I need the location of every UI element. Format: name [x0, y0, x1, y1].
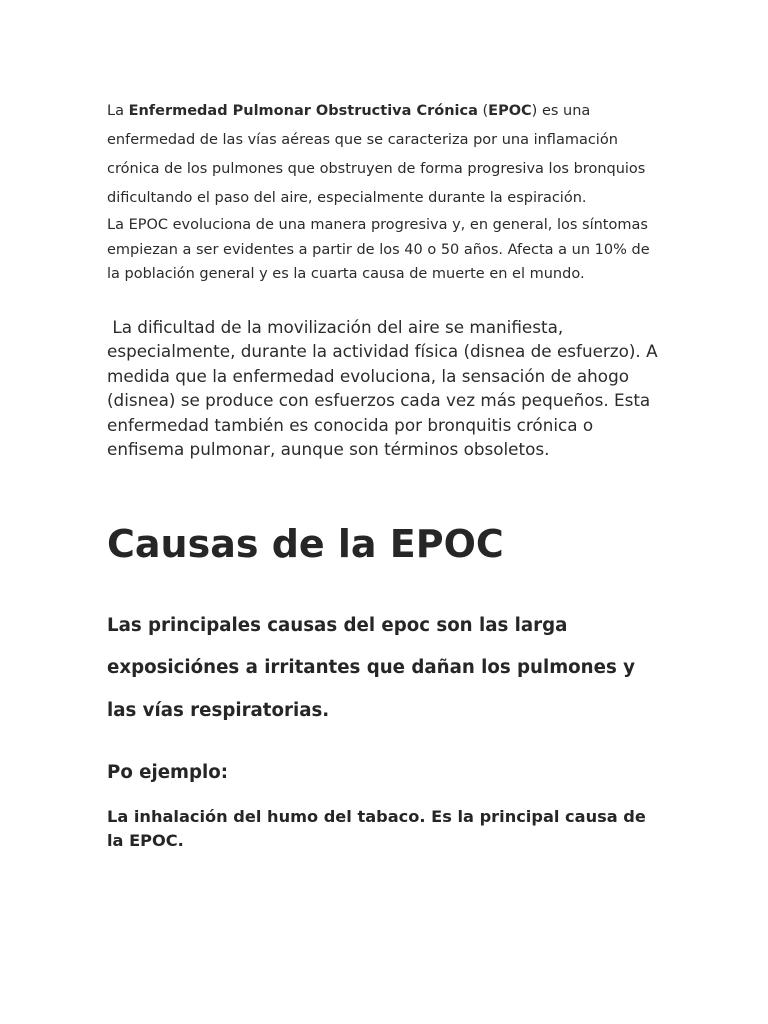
causes-heading: Causas de la EPOC	[107, 521, 504, 566]
difficulty-paragraph: La dificultad de la movilización del aire se manifiesta, especialmente, durante la actividad física (disnea de esfuerzo). A medida que la enfermedad evoluciona, la sensación de ahogo (disnea) se produce con esfuerzos cada vez más pequeños. Esta enfermedad también es conocida por bronquitis crónica o enfisema pulmonar, aunque son términos obsoletos.	[107, 316, 663, 459]
causes-subheading: Las principales causas del epoc son las larga exposiciónes a irritantes que dañan los pulmones y las vías respiratorias.	[107, 614, 635, 721]
document-body	[107, 97, 667, 853]
example-label: Po ejemplo:	[107, 762, 229, 783]
intro-abbreviation: EPOC	[488, 103, 532, 119]
intro-paragraph	[107, 97, 667, 213]
evolution-paragraph: La EPOC evoluciona de una manera progresiva y, en general, los síntomas empiezan a ser evidentes a partir de los 40 o 50 años. Afecta a un 10% de la población general y es la cuarta causa de muerte en el mundo.	[107, 217, 650, 282]
example-text: La inhalación del humo del tabaco. Es la principal causa de la EPOC.	[107, 807, 646, 850]
intro-paren: (	[477, 103, 489, 119]
intro-term: Enfermedad Pulmonar Obstructiva Crónica	[128, 103, 478, 119]
intro-rest: ) es una enfermedad de las vías aéreas que se caracteriza por una inflamación crónica de los pulmones que obstruyen de forma progresiva los bronquios dificultando el paso del aire, especialmente durante la espiración.	[107, 103, 646, 206]
intro-lead: La	[107, 103, 129, 119]
